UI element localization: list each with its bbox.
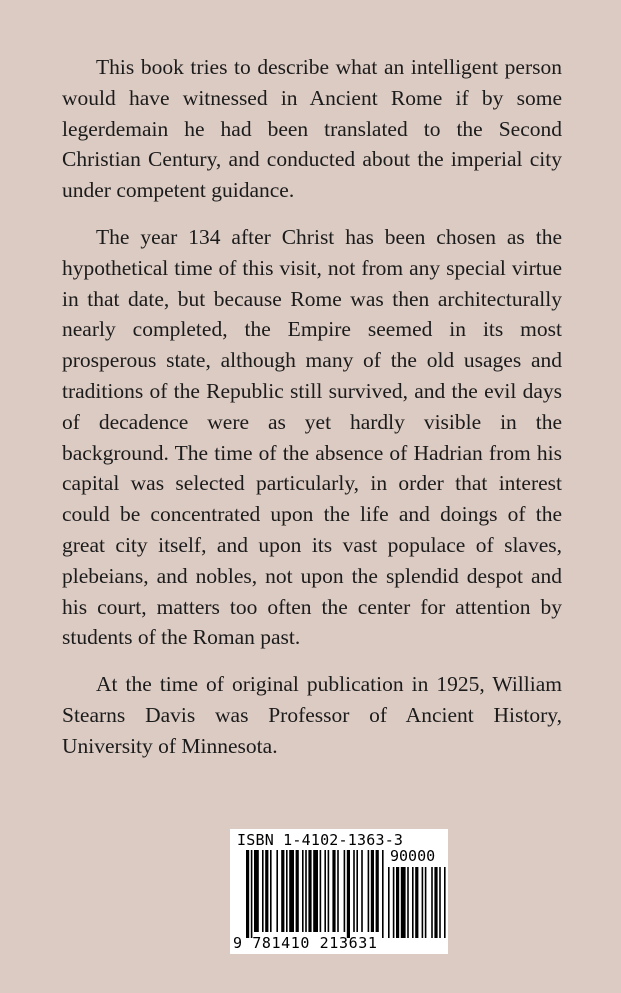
barcode-bar bbox=[305, 850, 307, 932]
barcode-bar bbox=[388, 867, 390, 938]
barcode-bar bbox=[401, 867, 406, 938]
barcode-bar bbox=[254, 850, 259, 932]
barcode-bar bbox=[439, 867, 441, 938]
barcode-bar bbox=[353, 850, 355, 932]
barcode-bar bbox=[368, 850, 370, 932]
barcode-bar bbox=[308, 850, 311, 932]
barcode-bar bbox=[281, 850, 284, 932]
barcode-bar bbox=[361, 850, 363, 932]
barcode-bar bbox=[412, 867, 414, 938]
isbn-text: ISBN 1-4102-1363-3 bbox=[237, 831, 404, 849]
barcode-bar bbox=[347, 850, 350, 938]
barcode-bar bbox=[376, 850, 379, 932]
barcode-bar bbox=[270, 850, 272, 932]
barcode-bar bbox=[407, 867, 409, 938]
barcode-bar bbox=[431, 867, 433, 938]
barcode-bar bbox=[425, 867, 427, 938]
barcode-bar bbox=[262, 850, 264, 932]
barcode-panel bbox=[230, 829, 448, 954]
barcode-bar bbox=[286, 850, 288, 932]
barcode-bar bbox=[371, 850, 374, 932]
barcode-bar bbox=[324, 850, 326, 932]
barcode-bar bbox=[246, 850, 249, 938]
back-cover-description bbox=[62, 52, 562, 778]
barcode-bar bbox=[422, 867, 424, 938]
description-paragraph-2: The year 134 after Christ has been chosen as the hypothetical time of this visit, not from any special virtue in that date, but because Rome was then architecturally nearly completed, the Empire seemed in its most prosperous state, although many of the old usages and traditions of the Republic still survived, and the evil days of decadence were as yet hardly visible in the background. The time of the absence of Hadrian from his capital was selected particularly, in order that interest could be concentrated upon the life and doings of the great city itself, and upon its vast populace of slaves, plebeians, and nobles, not upon the splendid despot and his court, matters too often the center for attention by students of the Roman past. bbox=[62, 224, 562, 650]
barcode-bar bbox=[356, 850, 358, 932]
barcode-bar bbox=[434, 867, 437, 938]
barcode-bar bbox=[265, 850, 268, 932]
description-paragraph-1: This book tries to describe what an intelligent person would have witnessed in Ancient Rome if by some legerdemain he had been translated to the Second Christian Century, and conducted about the imperial city under competent guidance. bbox=[62, 55, 562, 203]
barcode-bar bbox=[251, 850, 253, 938]
barcode-bar bbox=[396, 867, 399, 938]
barcode-bar bbox=[337, 850, 339, 932]
barcode-bar bbox=[320, 850, 322, 932]
barcode-bar bbox=[296, 850, 299, 932]
barcode-bar bbox=[382, 850, 384, 938]
barcode-bar bbox=[313, 850, 318, 932]
barcode-bar bbox=[276, 850, 278, 932]
barcode-bar bbox=[332, 850, 335, 932]
barcode-bar bbox=[415, 867, 418, 938]
barcode-bar bbox=[344, 850, 346, 932]
barcode-bar bbox=[302, 850, 304, 932]
description-paragraph-3: At the time of original publication in 1925, William Stearns Davis was Professor of Ancient History, University of Minnesota. bbox=[62, 672, 562, 758]
barcode-bar bbox=[289, 850, 294, 932]
barcode-bar bbox=[328, 850, 330, 932]
barcode-bar bbox=[393, 867, 395, 938]
ean-number-text: 9 781410 213631 bbox=[233, 934, 378, 952]
price-code-text: 90000 bbox=[390, 847, 436, 865]
barcode-bar bbox=[444, 867, 446, 938]
